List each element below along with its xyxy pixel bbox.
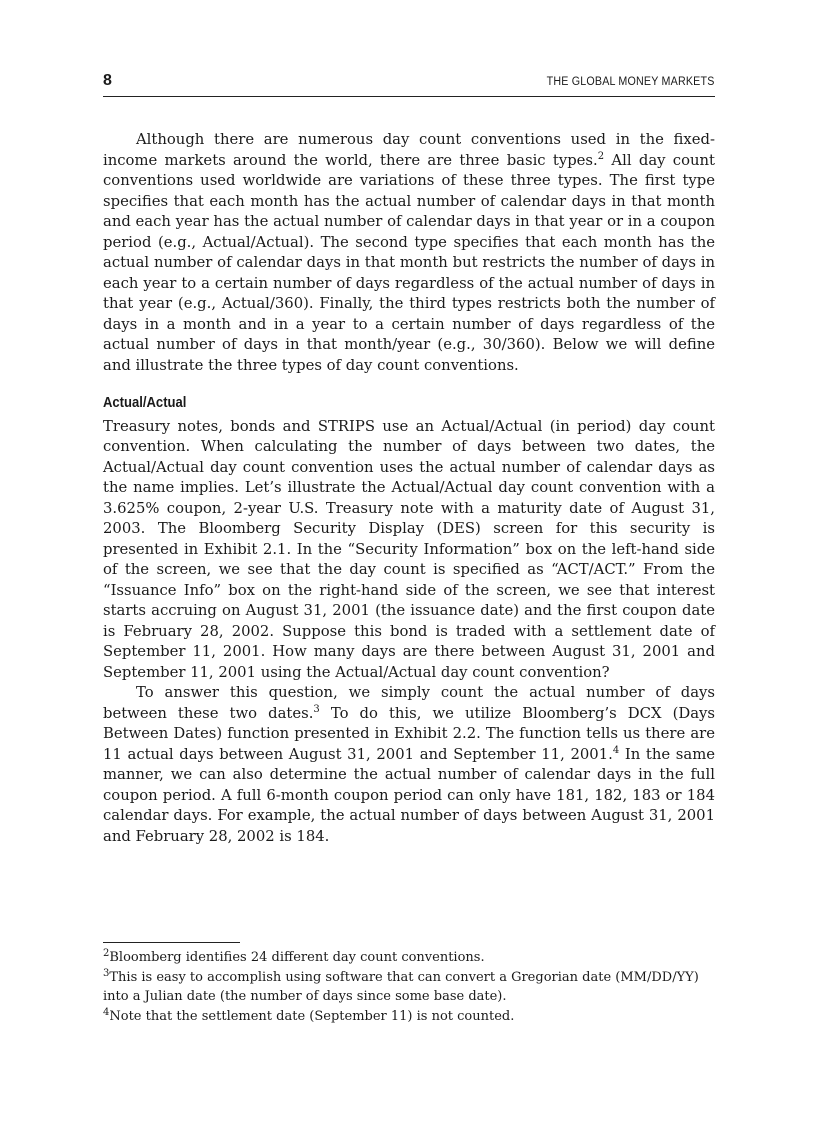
answer-text-c: In the same manner, we can also determine the actual number of calendar days in the full coupon period. A full 6-month coupon period can only have 181, 182, 183 or 184 calendar days. For example, the actual number of days between August 31, 2001 and February 28, 2002 is 184. [103, 745, 715, 845]
page-header [103, 74, 715, 97]
page-number: 8 [103, 72, 112, 89]
footnote-number: 4 [103, 1006, 110, 1018]
footnote-ref-3: 3 [313, 703, 320, 715]
footnote [103, 968, 715, 1007]
footnote-divider [103, 942, 240, 943]
footnote-ref-4: 4 [612, 744, 620, 756]
footnote-text: Note that the settlement date (September 11) is not counted. [109, 1008, 515, 1024]
footnote-number: 3 [103, 967, 110, 979]
answer-text-b: To do this, we utilize Bloomberg’s DCX (Days Between Dates) function presented in Exhibit 2.2. The function tells us there are 11 actual days between August 31, 2001 and September 11, 2001. [103, 704, 715, 763]
section-heading: Actual/Actual [103, 395, 187, 411]
intro-text-b: All day count conventions used worldwide are variations of these three types. The first type specifies that each month has the actual number of calendar days in that month and each year has the actual number of calendar days in that year or in a coupon period (e.g., Actual/Actual). The second type specifies that each month has the actual number of calendar days in that month but restricts the number of days in each year to a certain number of days regardless of the actual number of days in that year (e.g., Actual/360). Finally, the third types restricts both the number of days in a month and in a year to a certain number of days regardless of the actual number of days in that month/year (e.g., 30/360). Below we will define and illustrate the three types of day count conventions. [103, 151, 715, 374]
footnote [103, 1007, 715, 1027]
footnote [103, 948, 715, 968]
running-head: THE GLOBAL MONEY MARKETS [547, 76, 715, 88]
answer-text-a: To answer this question, we simply count the actual number of days between these two dates. [103, 684, 715, 722]
footnote-number: 2 [103, 948, 110, 959]
footnote-text: This is easy to accomplish using software that can convert a Gregorian date (MM/DD/YY) into a Julian date (the number of days since some base date). [103, 969, 699, 1004]
intro-text-a: Although there are numerous day count conventions used in the fixed-income markets around the world, there are three basic types. [103, 131, 715, 169]
footnote-ref-2: 2 [597, 150, 605, 162]
body-text [103, 130, 715, 847]
footnotes [103, 948, 715, 1026]
footnote-text: Bloomberg identifies 24 different day count conventions. [109, 950, 485, 965]
paragraph-actual-actual: Treasury notes, bonds and STRIPS use an Actual/Actual (in period) day count convention. When calculating the number of days between two dates, the Actual/Actual day count convention uses the actual number of calendar days as the name implies. Let’s illustrate the Actual/Actual day count convention with a 3.625% coupon, 2-year U.S. Treasury note with a maturity date of August 31, 2003. The Bloomberg Security Display (DES) screen for this security is presented in Exhibit 2.1. In the “Security Information” box on the left-hand side of the screen, we see that the day count is specified as “ACT/ACT.” From the “Issuance Info” box on the right-hand side of the screen, we see that interest starts accruing on August 31, 2001 (the issuance date) and the first coupon date is February 28, 2002. Suppose this bond is traded with a settlement date of September 11, 2001. How many days are there between August 31, 2001 and September 11, 2001 using the Actual/Actual day count convention? [103, 417, 715, 681]
paragraph-intro [103, 130, 715, 376]
paragraph-answer [103, 683, 715, 847]
